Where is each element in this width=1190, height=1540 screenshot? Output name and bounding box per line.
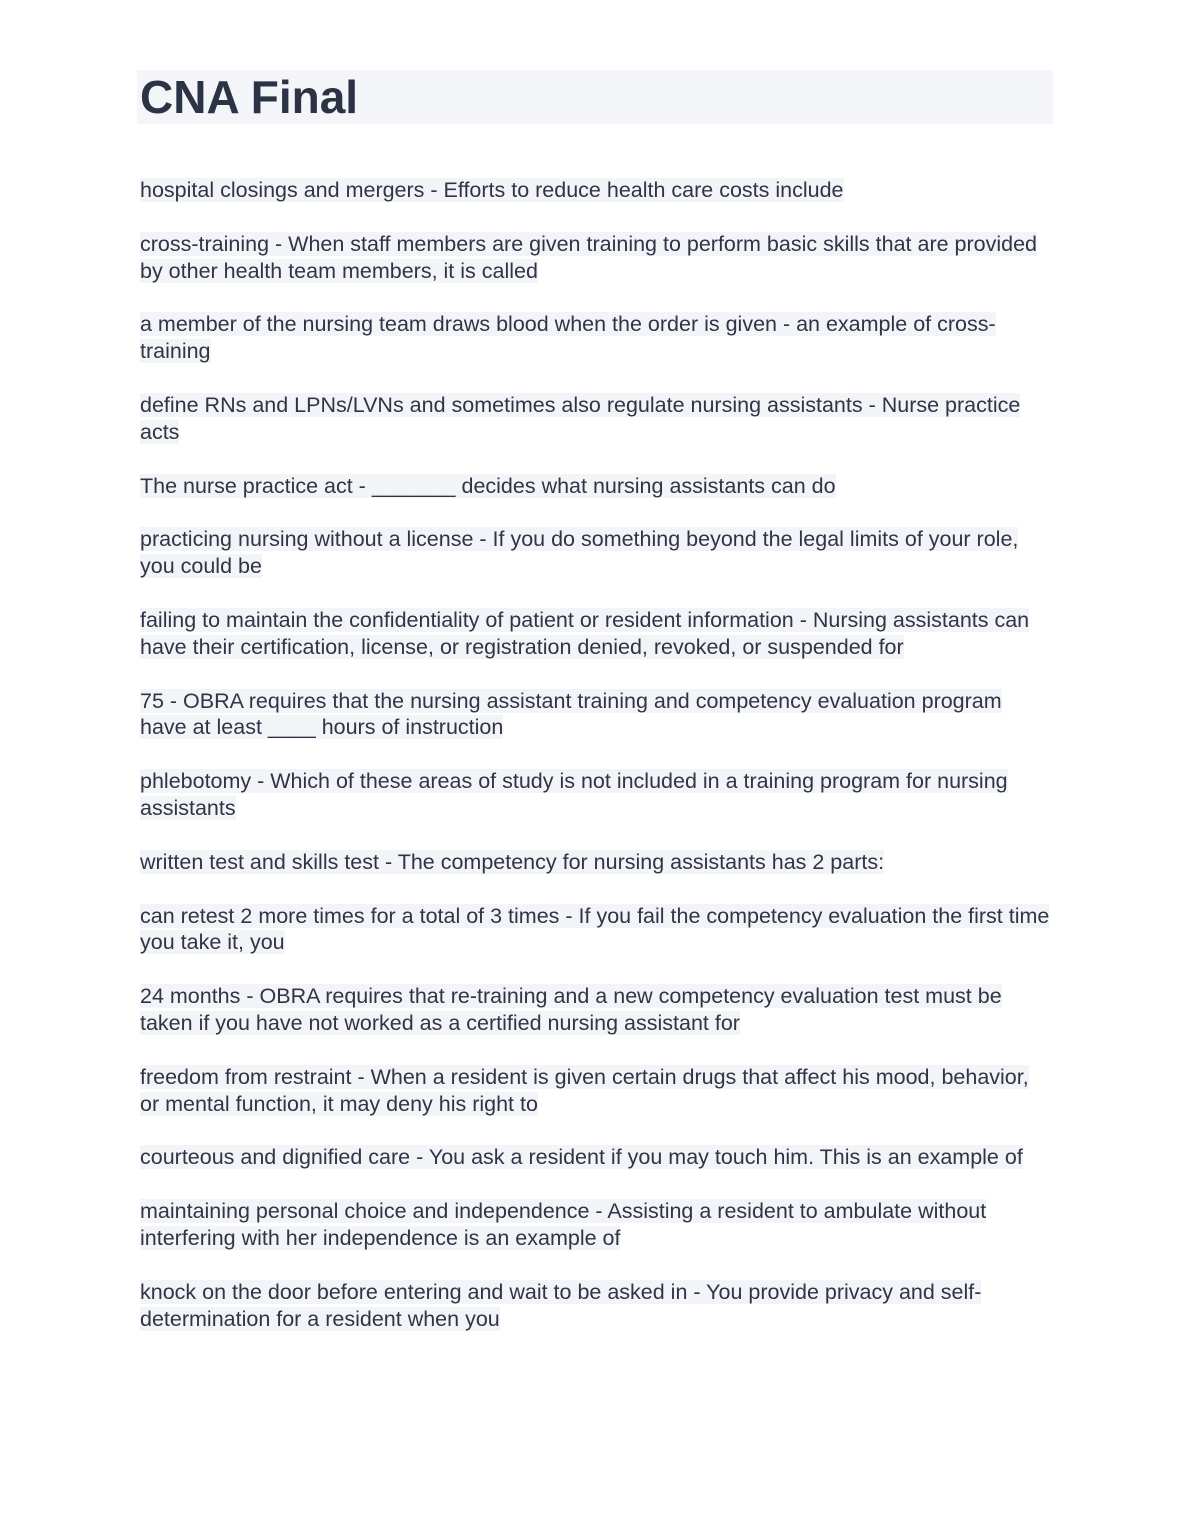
title-bar bbox=[137, 70, 1053, 124]
flashcard-text: 24 months - OBRA requires that re-training and a new competency evaluation test must be taken if you have not worked as a certified nursing assistant for bbox=[140, 984, 1002, 1035]
flashcard-entry bbox=[140, 1064, 1053, 1118]
flashcard-entry bbox=[140, 1198, 1053, 1252]
flashcard-text: practicing nursing without a license - If you do something beyond the legal limits of your role, you could be bbox=[140, 527, 1019, 579]
flashcard-text: knock on the door before entering and wait to be asked in - You provide privacy and self-determination for a resident when you bbox=[140, 1279, 982, 1331]
flashcard-text: courteous and dignified care - You ask a resident if you may touch him. This is an example of bbox=[140, 1145, 1023, 1170]
flashcard-text: phlebotomy - Which of these areas of study is not included in a training program for nursing assistants bbox=[140, 769, 1008, 820]
flashcard-text: 75 - OBRA requires that the nursing assistant training and competency evaluation program have at least ____ hours of instruction bbox=[140, 688, 1002, 740]
flashcard-entry bbox=[140, 526, 1053, 580]
flashcard-entry bbox=[140, 177, 1053, 204]
flashcard-entry bbox=[140, 607, 1053, 661]
flashcard-text: written test and skills test - The competency for nursing assistants has 2 parts: bbox=[140, 849, 885, 874]
flashcard-entry bbox=[140, 983, 1053, 1037]
flashcard-entry bbox=[140, 1279, 1053, 1333]
flashcard-text: can retest 2 more times for a total of 3 times - If you fail the competency evaluation the first time you take it, you bbox=[140, 903, 1050, 955]
flashcard-list bbox=[137, 177, 1053, 1332]
page-title: CNA Final bbox=[140, 71, 359, 123]
flashcard-text: The nurse practice act - _______ decides what nursing assistants can do bbox=[140, 473, 836, 498]
flashcard-text: hospital closings and mergers - Efforts to reduce health care costs include bbox=[140, 178, 844, 202]
flashcard-entry bbox=[140, 768, 1053, 822]
flashcard-entry bbox=[140, 1144, 1053, 1171]
flashcard-entry bbox=[140, 473, 1053, 500]
flashcard-text: maintaining personal choice and independence - Assisting a resident to ambulate without interfering with her independence is an example of bbox=[140, 1199, 987, 1250]
flashcard-entry bbox=[140, 311, 1053, 365]
flashcard-text: a member of the nursing team draws blood when the order is given - an example of cross-training bbox=[140, 312, 996, 364]
flashcard-entry bbox=[140, 231, 1053, 285]
flashcard-text: failing to maintain the confidentiality of patient or resident information - Nursing assistants can have their certification, license, or registration denied, revoked, or suspended for bbox=[140, 607, 1030, 659]
flashcard-entry bbox=[140, 903, 1053, 957]
document-page bbox=[137, 70, 1053, 1359]
flashcard-text: define RNs and LPNs/LVNs and sometimes also regulate nursing assistants - Nurse practice acts bbox=[140, 392, 1021, 444]
flashcard-entry bbox=[140, 392, 1053, 446]
flashcard-text: freedom from restraint - When a resident is given certain drugs that affect his mood, behavior, or mental function, it may deny his right to bbox=[140, 1064, 1029, 1116]
flashcard-entry bbox=[140, 849, 1053, 876]
flashcard-entry bbox=[140, 688, 1053, 742]
flashcard-text: cross-training - When staff members are given training to perform basic skills that are provided by other health team members, it is called bbox=[140, 231, 1038, 283]
